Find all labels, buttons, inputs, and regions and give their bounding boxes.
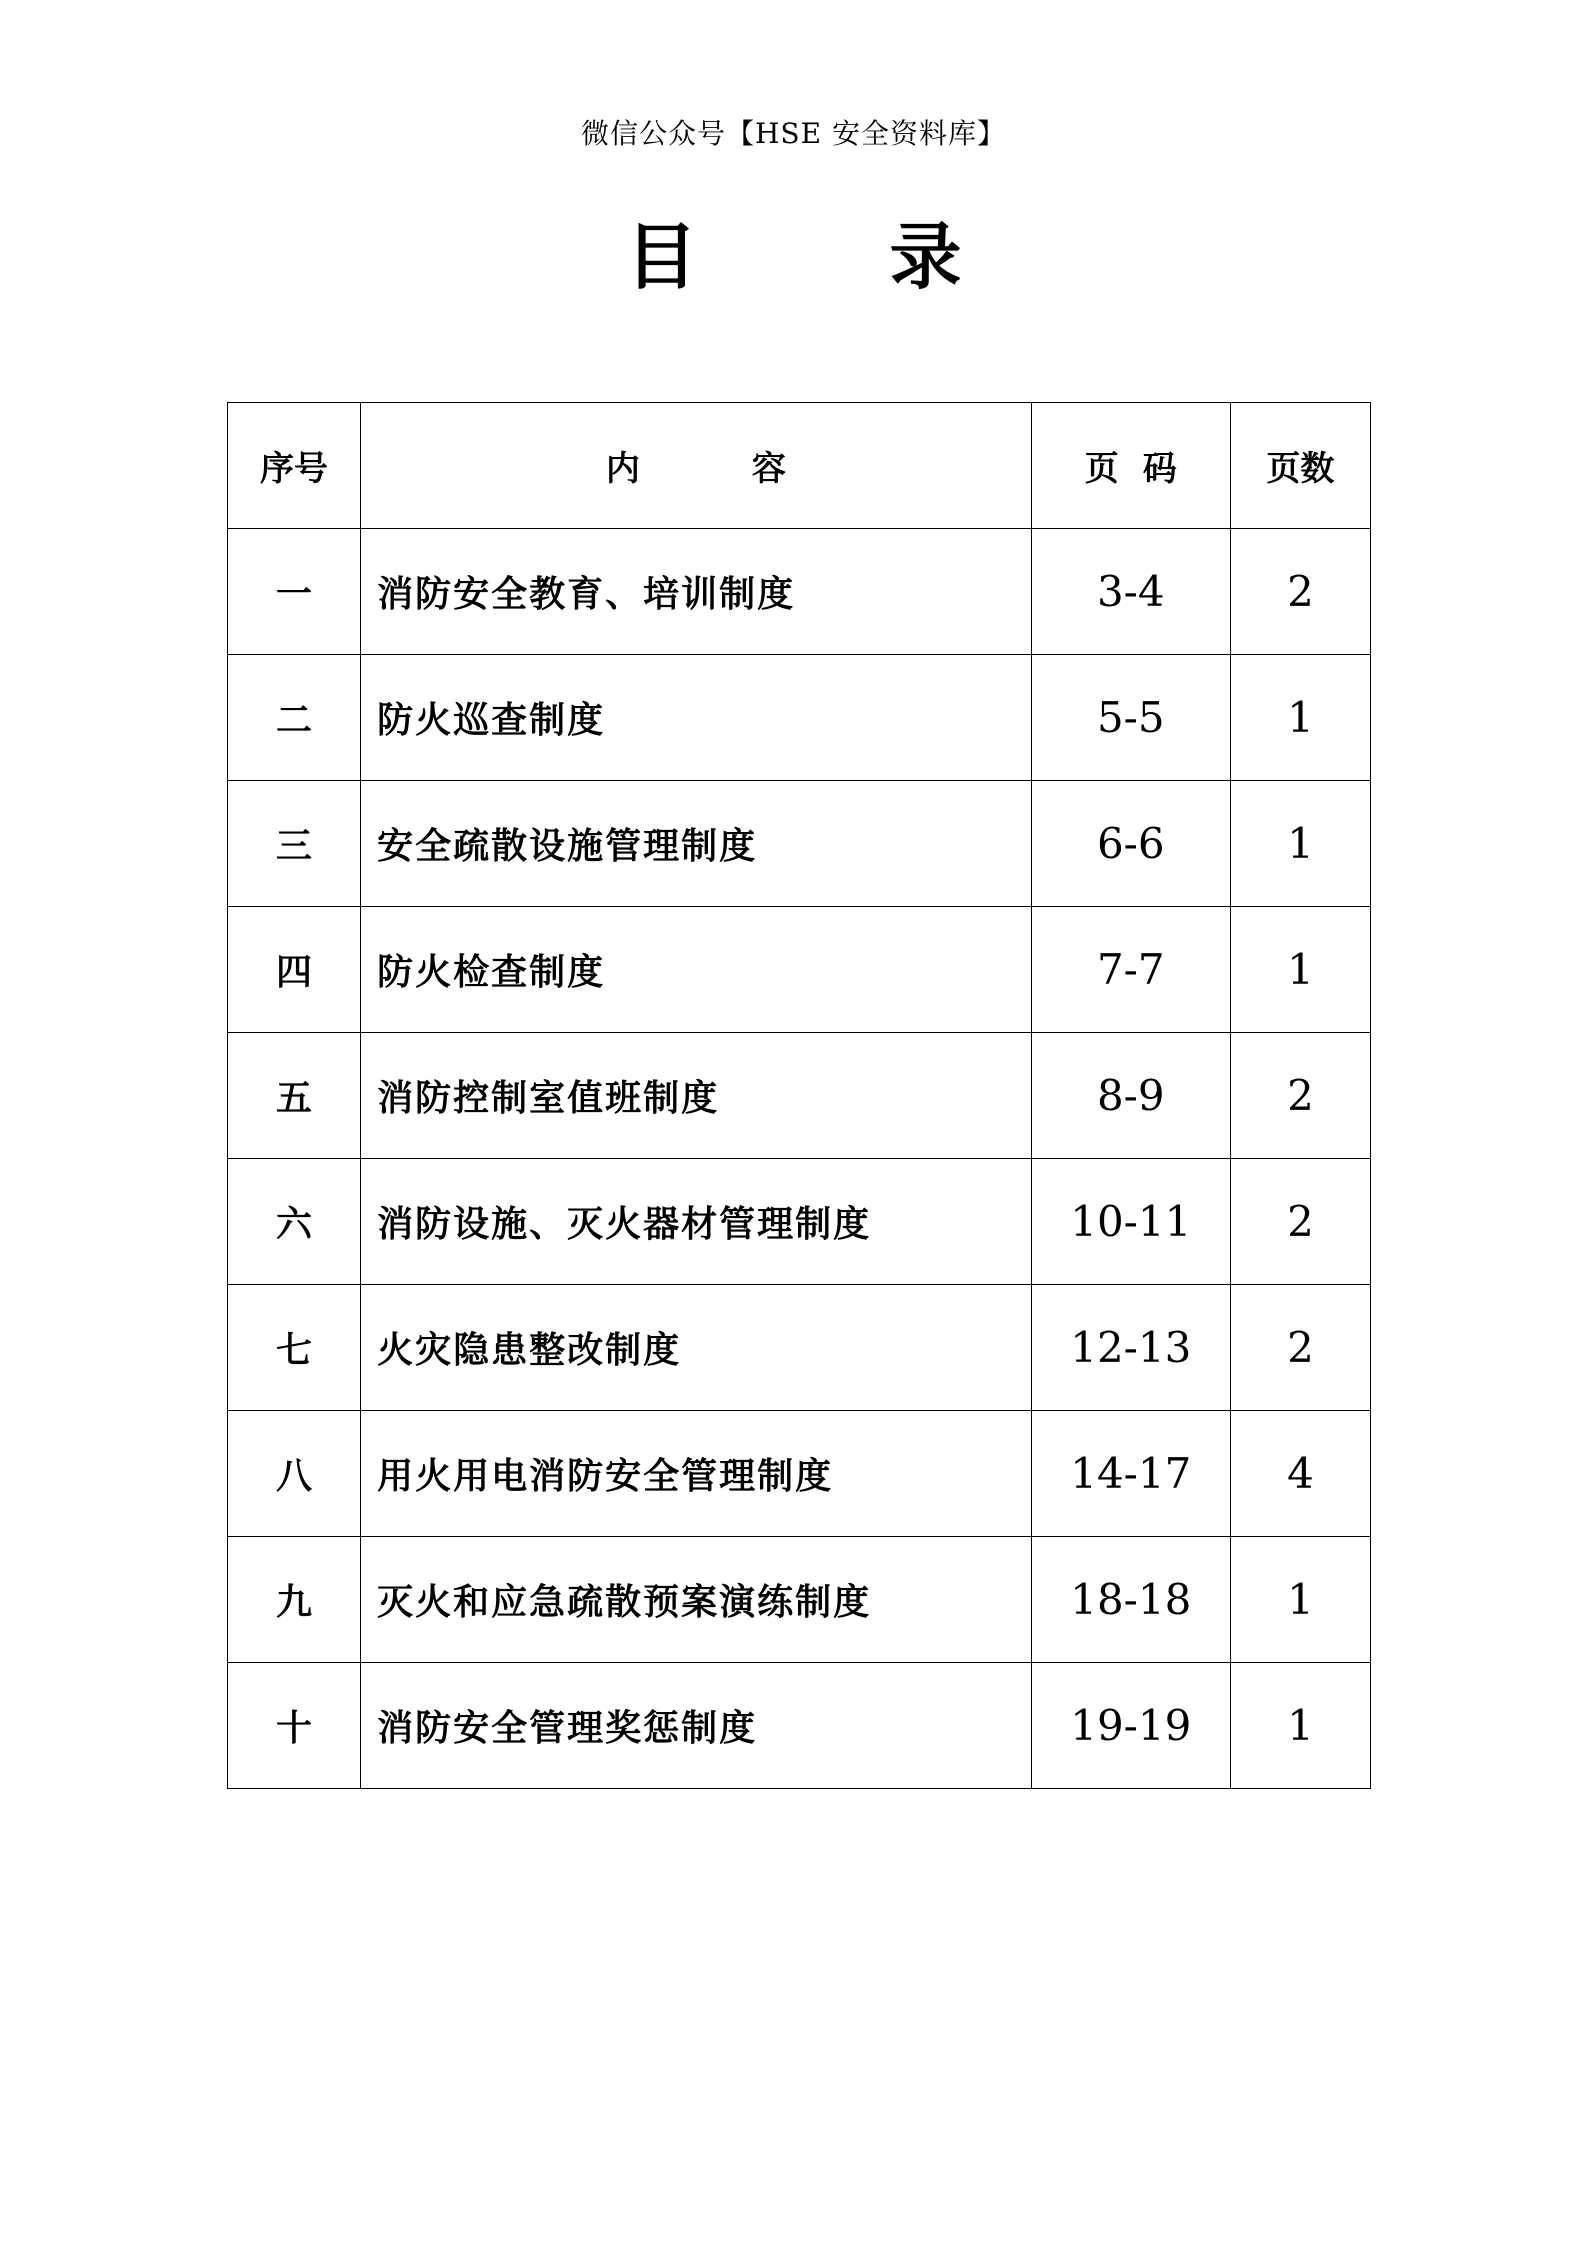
row-content: 防火检查制度 xyxy=(361,907,1032,1033)
row-content: 用火用电消防安全管理制度 xyxy=(361,1411,1032,1537)
row-content: 消防安全教育、培训制度 xyxy=(361,529,1032,655)
table-row xyxy=(228,1033,1371,1159)
header-pages xyxy=(1031,403,1230,529)
row-count: 2 xyxy=(1230,529,1370,655)
row-pages: 10-11 xyxy=(1031,1159,1230,1285)
row-number: 二 xyxy=(228,655,361,781)
header-pages-char-2: 码 xyxy=(1142,449,1177,489)
row-count: 2 xyxy=(1230,1033,1370,1159)
row-number: 一 xyxy=(228,529,361,655)
row-number: 七 xyxy=(228,1285,361,1411)
row-content: 消防安全管理奖惩制度 xyxy=(361,1663,1032,1789)
row-content: 安全疏散设施管理制度 xyxy=(361,781,1032,907)
row-count: 2 xyxy=(1230,1159,1370,1285)
row-count: 1 xyxy=(1230,781,1370,907)
table-row xyxy=(228,1537,1371,1663)
table-row xyxy=(228,1411,1371,1537)
row-number: 六 xyxy=(228,1159,361,1285)
row-count: 1 xyxy=(1230,1663,1370,1789)
row-count: 1 xyxy=(1230,907,1370,1033)
row-count: 4 xyxy=(1230,1411,1370,1537)
table-row xyxy=(228,655,1371,781)
row-pages: 12-13 xyxy=(1031,1285,1230,1411)
row-content: 防火巡查制度 xyxy=(361,655,1032,781)
header-content xyxy=(361,403,1032,529)
row-number: 十 xyxy=(228,1663,361,1789)
row-number: 八 xyxy=(228,1411,361,1537)
row-content: 灭火和应急疏散预案演练制度 xyxy=(361,1537,1032,1663)
row-number: 三 xyxy=(228,781,361,907)
row-pages: 19-19 xyxy=(1031,1663,1230,1789)
row-content: 消防设施、灭火器材管理制度 xyxy=(361,1159,1032,1285)
row-number: 九 xyxy=(228,1537,361,1663)
row-count: 2 xyxy=(1230,1285,1370,1411)
header-count: 页数 xyxy=(1230,403,1370,529)
row-pages: 6-6 xyxy=(1031,781,1230,907)
header-content-char-2: 容 xyxy=(751,449,786,489)
table-row xyxy=(228,1159,1371,1285)
table-row xyxy=(228,529,1371,655)
table-row xyxy=(228,781,1371,907)
header-pages-char-1: 页 xyxy=(1084,449,1119,489)
row-content: 消防控制室值班制度 xyxy=(361,1033,1032,1159)
table-row xyxy=(228,1663,1371,1789)
row-count: 1 xyxy=(1230,655,1370,781)
table-row xyxy=(228,1285,1371,1411)
row-pages: 5-5 xyxy=(1031,655,1230,781)
row-content: 火灾隐患整改制度 xyxy=(361,1285,1032,1411)
row-pages: 8-9 xyxy=(1031,1033,1230,1159)
row-number: 四 xyxy=(228,907,361,1033)
page-title-char-2: 录 xyxy=(889,215,962,299)
row-number: 五 xyxy=(228,1033,361,1159)
header-number: 序号 xyxy=(228,403,361,529)
table-row xyxy=(228,907,1371,1033)
row-count: 1 xyxy=(1230,1537,1370,1663)
toc-header-row xyxy=(228,403,1371,529)
header-content-char-1: 内 xyxy=(605,449,640,489)
page-title-char-1: 目 xyxy=(625,215,698,299)
toc-table xyxy=(227,402,1371,1789)
row-pages: 18-18 xyxy=(1031,1537,1230,1663)
row-pages: 7-7 xyxy=(1031,907,1230,1033)
page-header-source: 微信公众号【HSE 安全资料库】 xyxy=(581,117,1006,150)
row-pages: 14-17 xyxy=(1031,1411,1230,1537)
row-pages: 3-4 xyxy=(1031,529,1230,655)
page-title xyxy=(0,212,1587,302)
